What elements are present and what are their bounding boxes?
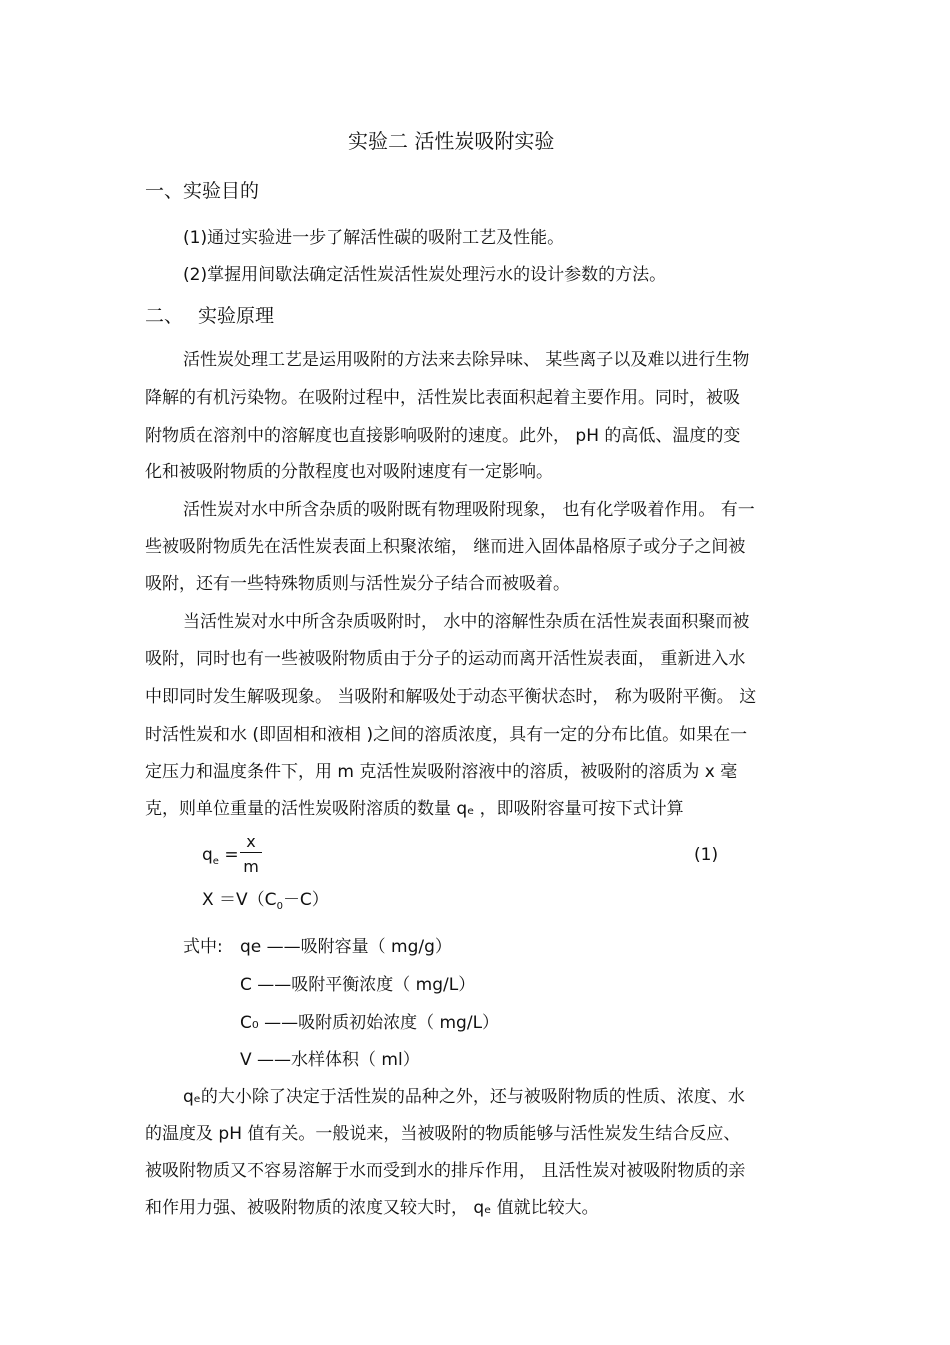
definition-line: C₀ ——吸附质初始浓度（ mg/L）	[240, 1013, 500, 1033]
paragraph-line: 当活性炭对水中所含杂质吸附时， 水中的溶解性杂质在活性炭表面积聚而被	[183, 612, 750, 632]
paragraph-line: 活性炭对水中所含杂质的吸附既有物理吸附现象， 也有化学吸着作用。 有一	[183, 500, 755, 520]
section-heading-number: 二、	[145, 305, 184, 327]
paragraph-line: 降解的有机污染物。在吸附过程中，活性炭比表面积起着主要作用。同时，被吸	[145, 388, 740, 408]
eq1-lhs: q	[202, 845, 213, 865]
paragraph-line: qₑ的大小除了决定于活性炭的品种之外，还与被吸附物质的性质、浓度、水	[183, 1087, 745, 1107]
paragraph-line: 定压力和温度条件下，用 m 克活性炭吸附溶液中的溶质，被吸附的溶质为 x 毫	[145, 762, 738, 782]
paragraph-line: 的温度及 pH 值有关。一般说来，当被吸附的物质能够与活性炭发生结合反应、	[145, 1124, 741, 1144]
paragraph-line: 和作用力强、被吸附物质的浓度又较大时， qₑ 值就比较大。	[145, 1198, 599, 1218]
paragraph-line: 吸附，同时也有一些被吸附物质由于分子的运动而离开活性炭表面， 重新进入水	[145, 649, 746, 669]
paragraph-line: 附物质在溶剂中的溶解度也直接影响吸附的速度。此外， pH 的高低、温度的变	[145, 426, 741, 446]
paragraph-line: 时活性炭和水 (即固相和液相 )之间的溶质浓度，具有一定的分布比值。如果在一	[145, 725, 748, 745]
paragraph-line: 被吸附物质又不容易溶解于水而受到水的排斥作用， 且活性炭对被吸附物质的亲	[145, 1161, 746, 1181]
section-heading-purpose: 一、实验目的	[145, 180, 260, 202]
paragraph-line: 化和被吸附物质的分散程度也对吸附速度有一定影响。	[145, 462, 553, 482]
paragraph-line: 些被吸附物质先在活性炭表面上积聚浓缩， 继而进入固体晶格原子或分子之间被	[145, 537, 746, 557]
eq1-numerator: x	[246, 832, 256, 851]
definition-line: C ——吸附平衡浓度（ mg/L）	[240, 975, 476, 995]
purpose-item: (1)通过实验进一步了解活性碳的吸附工艺及性能。	[183, 228, 565, 248]
paragraph-line: 中即同时发生解吸现象。 当吸附和解吸处于动态平衡状态时， 称为吸附平衡。 这	[145, 687, 757, 707]
purpose-item: (2)掌握用间歇法确定活性炭活性炭处理污水的设计参数的方法。	[183, 265, 667, 285]
where-label: 式中:	[183, 937, 223, 957]
fraction-bar	[240, 852, 262, 853]
section-heading-principle: 实验原理	[198, 305, 275, 327]
equation-2: $X =V(C_0-C)$	[202, 890, 329, 912]
definition-line: qe ——吸附容量（ mg/g）	[240, 937, 452, 957]
eq1-equals: =	[224, 845, 239, 865]
page-title: 实验二 活性炭吸附实验	[348, 129, 555, 153]
paragraph-line: 吸附，还有一些特殊物质则与活性炭分子结合而被吸着。	[145, 574, 570, 594]
eq1-lhs-sub: e	[212, 856, 219, 867]
equation-number: (1)	[694, 845, 719, 865]
paragraph-line: 克，则单位重量的活性炭吸附溶质的数量 qₑ ，即吸附容量可按下式计算	[145, 799, 684, 819]
eq1-denominator: m	[243, 857, 259, 876]
definition-line: V ——水样体积（ ml）	[240, 1050, 420, 1070]
paragraph-line: 活性炭处理工艺是运用吸附的方法来去除异味、 某些离子以及难以进行生物	[183, 350, 750, 370]
